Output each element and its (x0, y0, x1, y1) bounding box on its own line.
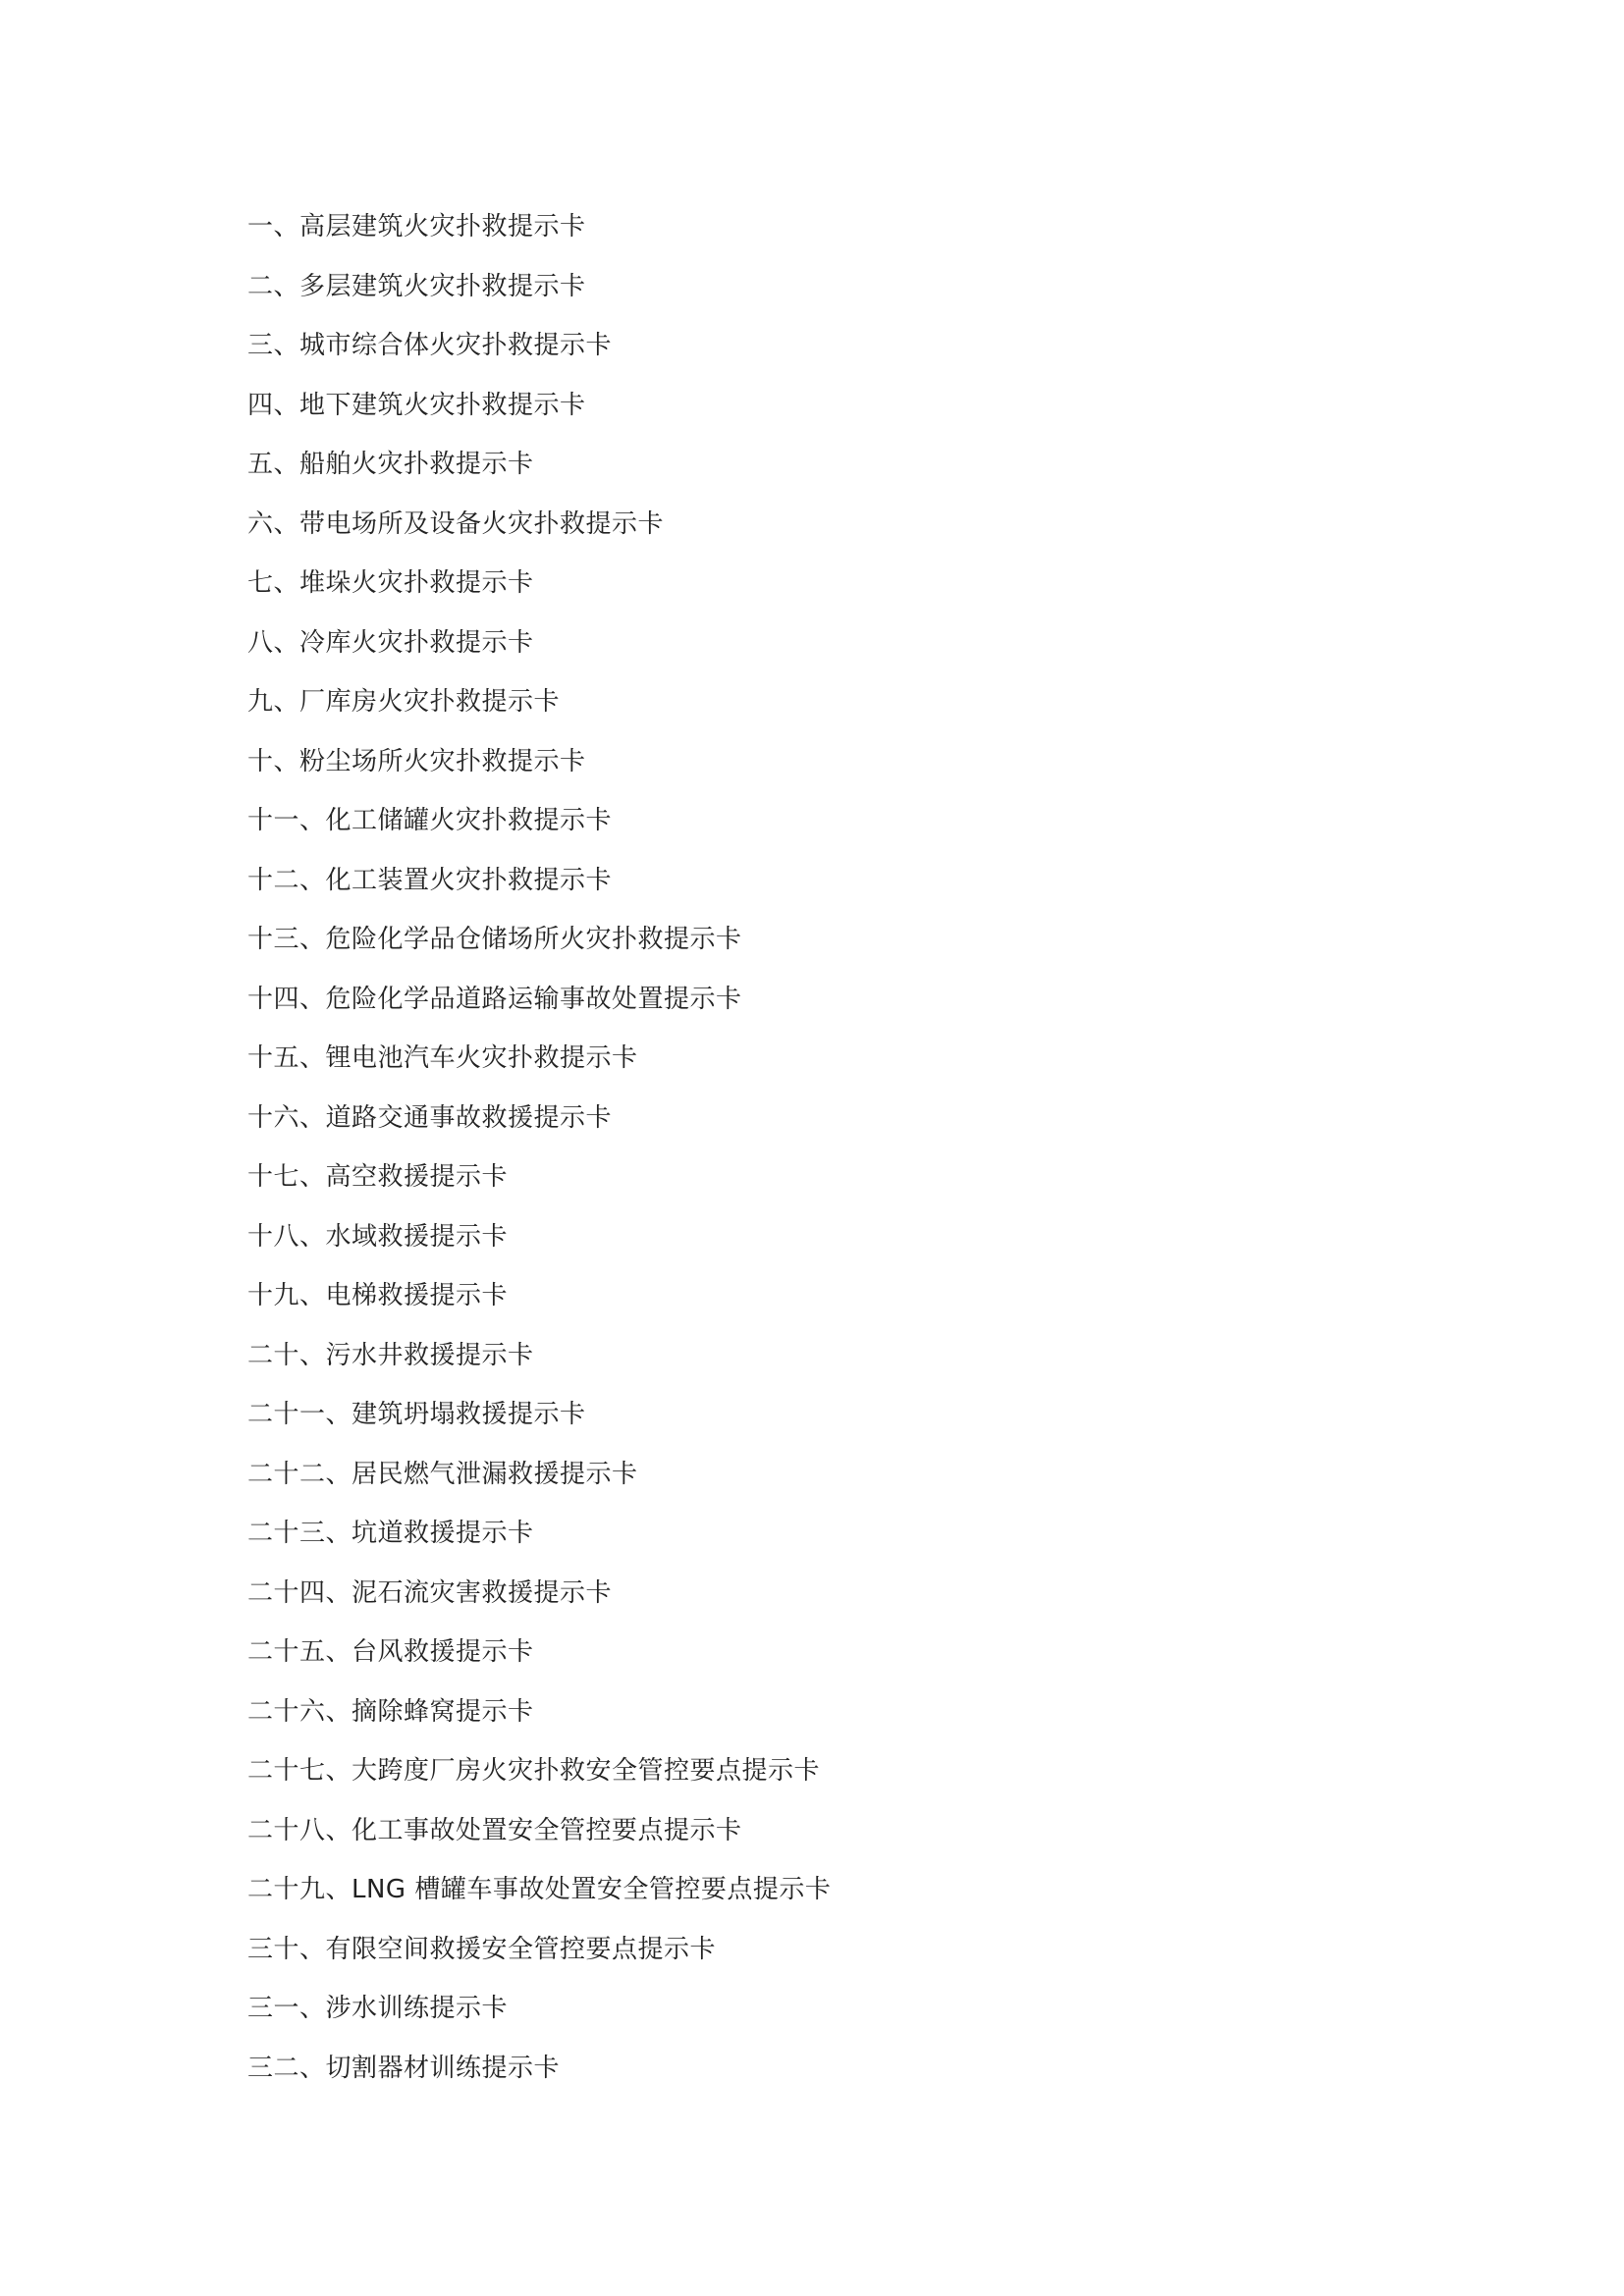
toc-item: 六、带电场所及设备火灾扑救提示卡 (247, 508, 665, 539)
toc-item: 十一、化工储罐火灾扑救提示卡 (247, 806, 613, 835)
toc-item: 二十三、坑道救援提示卡 (247, 1519, 534, 1548)
toc-item: 二十二、居民燃气泄漏救援提示卡 (247, 1459, 638, 1489)
toc-item: 十五、锂电池汽车火灾扑救提示卡 (247, 1043, 638, 1073)
toc-item: 十、粉尘场所火灾扑救提示卡 (247, 746, 586, 776)
toc-item: 七、堆垛火灾扑救提示卡 (247, 568, 534, 598)
toc-item: 十八、水域救援提示卡 (247, 1221, 509, 1252)
toc-item: 十四、危险化学品道路运输事故处置提示卡 (247, 984, 742, 1014)
toc-item: 二十五、台风救援提示卡 (247, 1637, 534, 1667)
toc-item: 八、冷库火灾扑救提示卡 (247, 627, 534, 658)
toc-item: 二十七、大跨度厂房火灾扑救安全管控要点提示卡 (247, 1756, 821, 1786)
toc-item: 二、多层建筑火灾扑救提示卡 (247, 271, 586, 301)
toc-item: 三十、有限空间救援安全管控要点提示卡 (247, 1934, 717, 1964)
toc-item: 二十六、摘除蜂窝提示卡 (247, 1696, 534, 1727)
toc-item: 二十、污水井救援提示卡 (247, 1340, 534, 1370)
toc-list (247, 212, 831, 2112)
toc-item: 二十八、化工事故处置安全管控要点提示卡 (247, 1815, 742, 1845)
toc-item: 十六、道路交通事故救援提示卡 (247, 1102, 613, 1133)
toc-item: 一、高层建筑火灾扑救提示卡 (247, 212, 586, 241)
toc-item: 三二、切割器材训练提示卡 (247, 2053, 561, 2083)
toc-item: 二十一、建筑坍塌救援提示卡 (247, 1400, 586, 1429)
toc-item: 十三、危险化学品仓储场所火灾扑救提示卡 (247, 925, 742, 954)
toc-item: 五、船舶火灾扑救提示卡 (247, 450, 534, 479)
toc-item: 十二、化工装置火灾扑救提示卡 (247, 865, 613, 895)
toc-item: 四、地下建筑火灾扑救提示卡 (247, 390, 586, 420)
toc-item: 二十四、泥石流灾害救援提示卡 (247, 1577, 613, 1608)
toc-item: 三、城市综合体火灾扑救提示卡 (247, 331, 613, 360)
toc-item: 十九、电梯救援提示卡 (247, 1281, 509, 1310)
toc-item: 二十九、LNG 槽罐车事故处置安全管控要点提示卡 (247, 1875, 832, 1904)
toc-item: 三一、涉水训练提示卡 (247, 1994, 509, 2023)
toc-item: 十七、高空救援提示卡 (247, 1162, 509, 1192)
toc-item: 九、厂库房火灾扑救提示卡 (247, 687, 561, 717)
